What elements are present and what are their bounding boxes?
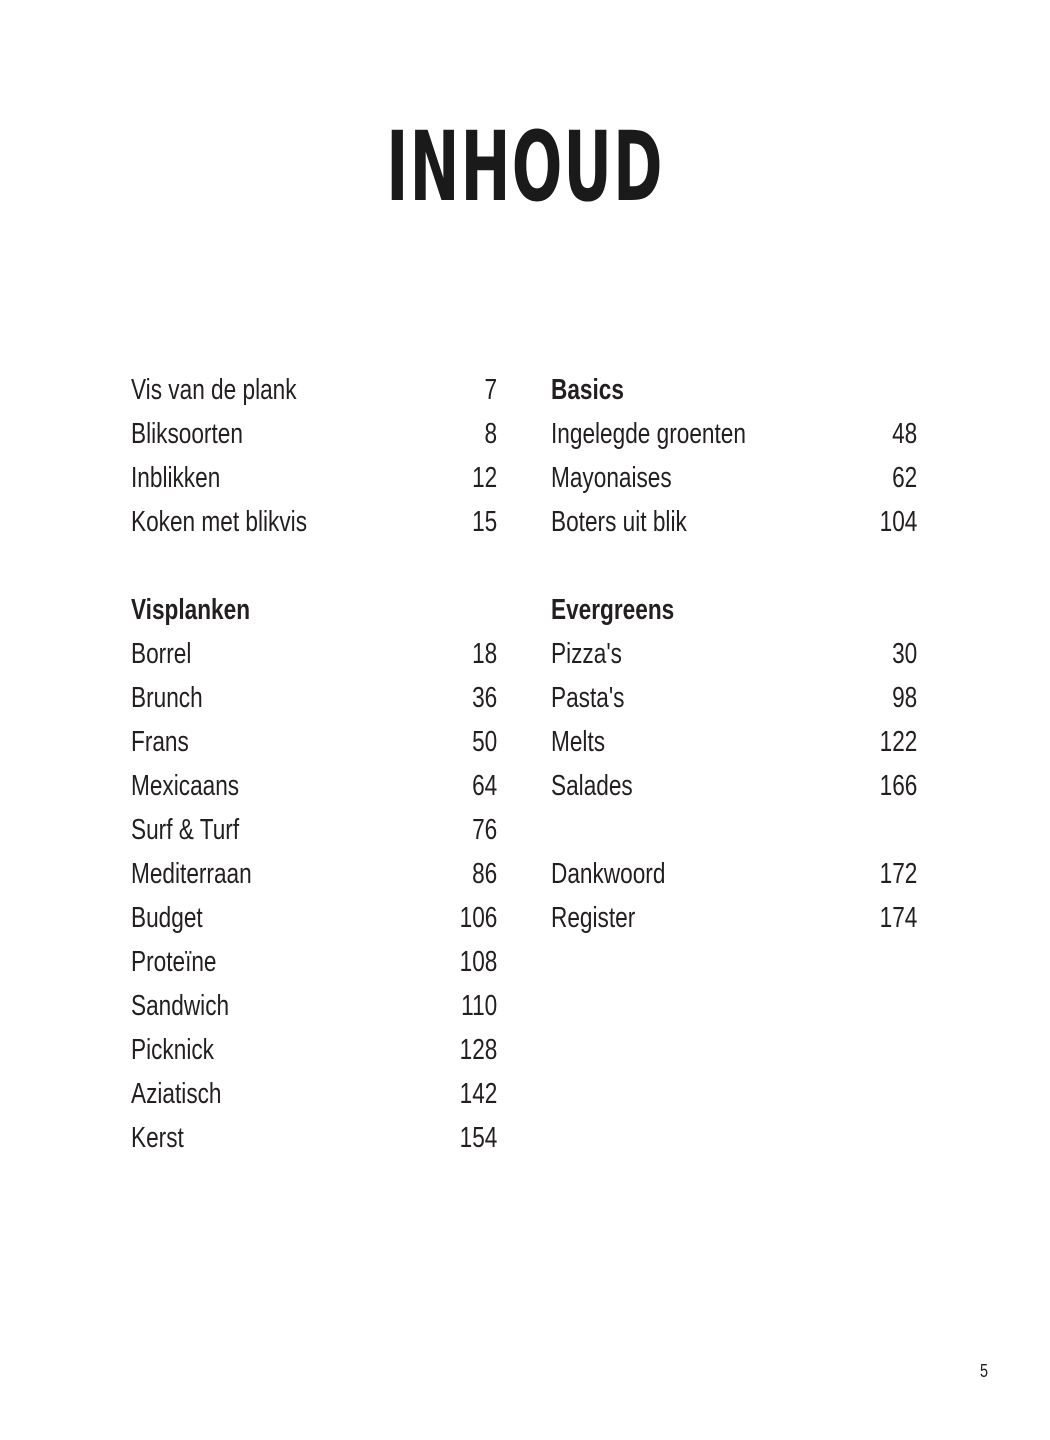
toc-entry[interactable] xyxy=(131,896,497,940)
section-spacer xyxy=(551,808,917,852)
section-heading-label: Visplanken xyxy=(131,594,251,626)
toc-entry-page: 108 xyxy=(459,946,497,978)
toc-entry-page: 15 xyxy=(471,506,497,538)
toc-entry[interactable] xyxy=(131,1116,497,1160)
toc-entry[interactable] xyxy=(131,368,497,412)
toc-entry-label: Ingelegde groenten xyxy=(551,418,746,450)
page-number: 5 xyxy=(979,1361,988,1381)
toc-entry-label: Bliksoorten xyxy=(131,418,243,450)
toc-entry-page: 7 xyxy=(484,374,497,406)
section-heading-basics xyxy=(551,368,917,412)
toc-entry-label: Frans xyxy=(131,726,189,758)
toc-entry-page: 128 xyxy=(459,1034,497,1066)
toc-entry-page: 62 xyxy=(891,462,917,494)
toc-entry-label: Borrel xyxy=(131,638,192,670)
toc-entry-label: Register xyxy=(551,902,636,934)
toc-entry[interactable] xyxy=(131,500,497,544)
toc-entry-page: 86 xyxy=(471,858,497,890)
toc-entry-page: 12 xyxy=(471,462,497,494)
toc-entry-label: Brunch xyxy=(131,682,203,714)
toc-entry[interactable] xyxy=(131,676,497,720)
toc-entry[interactable] xyxy=(131,632,497,676)
section-heading-evergreens xyxy=(551,588,917,632)
toc-entry-label: Boters uit blik xyxy=(551,506,687,538)
toc-entry-label: Kerst xyxy=(131,1122,184,1154)
toc-entry[interactable] xyxy=(551,676,917,720)
toc-entry[interactable] xyxy=(131,720,497,764)
toc-entry-page: 106 xyxy=(459,902,497,934)
toc-entry-page: 48 xyxy=(891,418,917,450)
toc-entry[interactable] xyxy=(551,764,917,808)
toc-entry[interactable] xyxy=(131,764,497,808)
toc-entry[interactable] xyxy=(131,1028,497,1072)
toc-entry-label: Koken met blikvis xyxy=(131,506,308,538)
toc-entry-page: 18 xyxy=(471,638,497,670)
toc-entry-page: 30 xyxy=(891,638,917,670)
toc-entry[interactable] xyxy=(131,808,497,852)
toc-entry-label: Pasta's xyxy=(551,682,625,714)
toc-entry-page: 98 xyxy=(891,682,917,714)
toc-entry-page: 50 xyxy=(471,726,497,758)
toc-entry[interactable] xyxy=(131,852,497,896)
toc-entry-page: 166 xyxy=(879,770,917,802)
toc-entry[interactable] xyxy=(551,500,917,544)
toc-entry-page: 8 xyxy=(484,418,497,450)
toc-entry-label: Aziatisch xyxy=(131,1078,222,1110)
toc-entry[interactable] xyxy=(551,456,917,500)
toc-entry-label: Mexicaans xyxy=(131,770,240,802)
toc-entry[interactable] xyxy=(551,896,917,940)
toc-entry[interactable] xyxy=(551,412,917,456)
toc-entry[interactable] xyxy=(131,940,497,984)
toc-entry[interactable] xyxy=(131,1072,497,1116)
section-heading-label: Evergreens xyxy=(551,594,675,626)
page-title: INHOUD xyxy=(386,111,664,223)
toc-entry[interactable] xyxy=(131,412,497,456)
toc-entry[interactable] xyxy=(551,632,917,676)
toc-entry-page: 142 xyxy=(459,1078,497,1110)
section-heading-visplanken xyxy=(131,588,497,632)
toc-entry-page: 110 xyxy=(460,990,497,1022)
toc-entry-label: Mediterraan xyxy=(131,858,252,890)
toc-entry-page: 172 xyxy=(879,858,917,890)
toc-right-column xyxy=(551,368,917,940)
toc-entry-label: Proteïne xyxy=(131,946,217,978)
toc-entry-label: Dankwoord xyxy=(551,858,666,890)
toc-entry-label: Mayonaises xyxy=(551,462,672,494)
toc-entry-label: Sandwich xyxy=(131,990,230,1022)
toc-entry-label: Budget xyxy=(131,902,203,934)
toc-entry-page: 76 xyxy=(471,814,497,846)
toc-entry[interactable] xyxy=(551,852,917,896)
section-spacer xyxy=(131,544,497,588)
toc-entry-label: Picknick xyxy=(131,1034,214,1066)
toc-left-column xyxy=(131,368,497,1160)
toc-entry-page: 64 xyxy=(471,770,497,802)
toc-entry-label: Pizza's xyxy=(551,638,622,670)
toc-entry-page: 174 xyxy=(879,902,917,934)
toc-entry-page: 154 xyxy=(459,1122,497,1154)
toc-entry-label: Salades xyxy=(551,770,633,802)
toc-entry-label: Surf & Turf xyxy=(131,814,240,846)
toc-entry-page: 122 xyxy=(879,726,917,758)
section-heading-label: Basics xyxy=(551,374,624,406)
section-spacer xyxy=(551,544,917,588)
toc-entry-page: 104 xyxy=(879,506,917,538)
toc-entry-label: Melts xyxy=(551,726,606,758)
toc-entry-page: 36 xyxy=(471,682,497,714)
toc-entry[interactable] xyxy=(131,456,497,500)
toc-entry[interactable] xyxy=(131,984,497,1028)
toc-entry-label: Vis van de plank xyxy=(131,374,297,406)
toc-entry[interactable] xyxy=(551,720,917,764)
toc-entry-label: Inblikken xyxy=(131,462,221,494)
